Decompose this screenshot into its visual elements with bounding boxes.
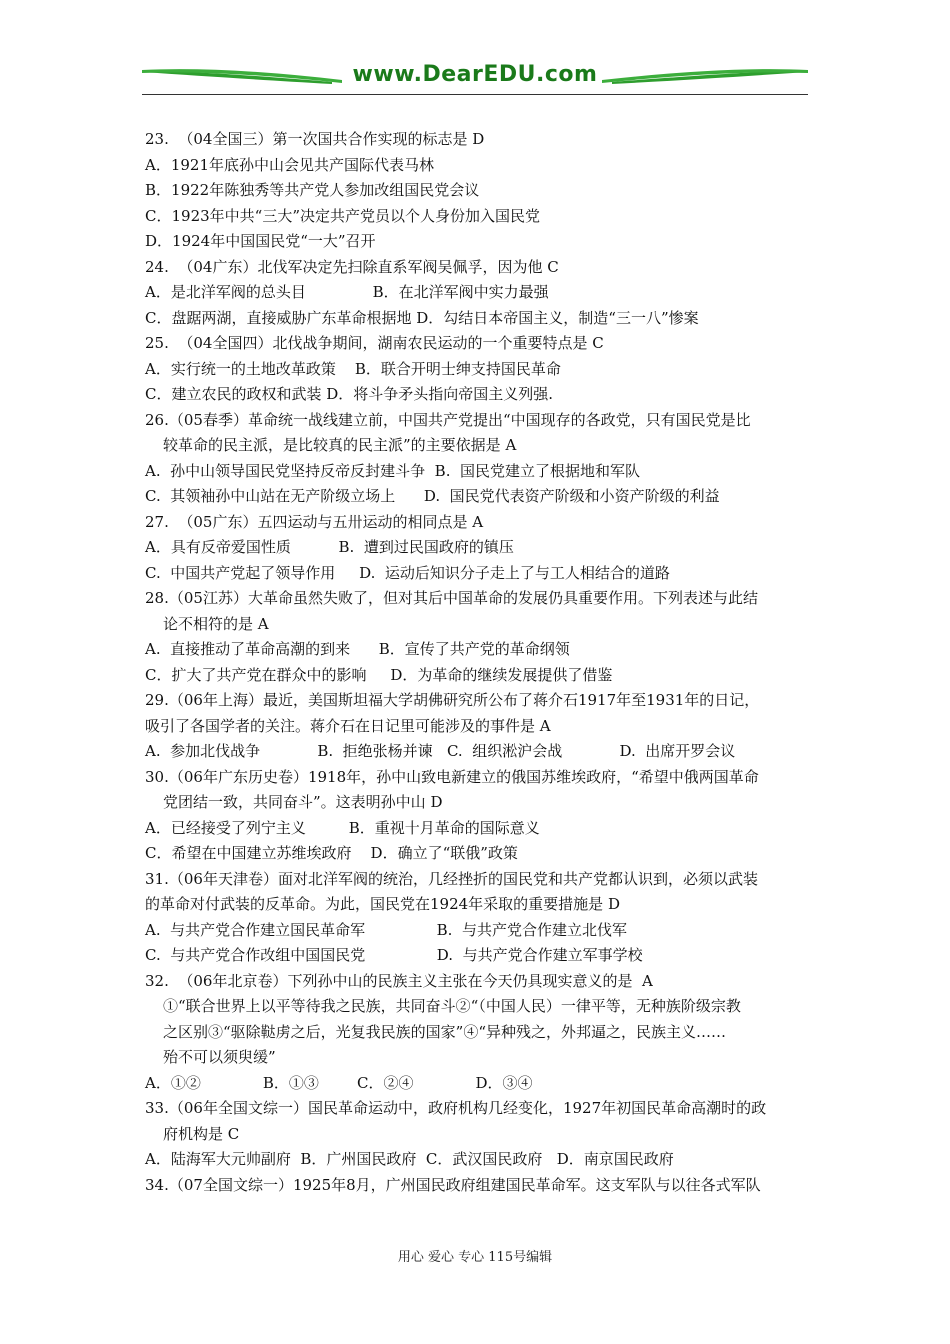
text-line: 的革命对付武装的反革命。为此，国民党在1924年采取的重要措施是 D [145, 895, 620, 913]
text-line: ①“联合世界上以平等待我之民族，共同奋斗②“（中国人民）一律平等，无种族阶级宗教 [163, 997, 741, 1015]
text-line: A. 参加北伐战争 B. 拒绝张杨并谏 C. 组织淞沪会战 D. 出席开罗会议 [145, 742, 736, 760]
text-line: A．已经接受了列宁主义 B．重视十月革命的国际意义 [145, 818, 540, 837]
text-line: A．①② B．①③ C．②④ D．③④ [145, 1073, 533, 1092]
text-line: 31.（06年天津卷）面对北洋军阀的统治，几经挫折的国民党和共产党都认识到，必须以武装 [145, 869, 758, 888]
text-line: 26.（05春季）革命统一战线建立前，中国共产党提出“中国现存的各政党，只有国民党是比 [145, 410, 751, 429]
text-line: A．具有反帝爱国性质 B. 遭到过民国政府的镇压 [145, 538, 514, 556]
text-line: C．盘踞两湖，直接威胁广东革命根据地 D．勾结日本帝国主义，制造“三一八”惨案 [145, 308, 699, 327]
text-line: 论不相符的是 A [163, 614, 269, 633]
text-line: C．建立农民的政权和武装 D．将斗争矛头指向帝国主义列强. [145, 385, 554, 403]
text-line: 府机构是 C [163, 1124, 240, 1143]
text-line: C．1923年中共“三大”决定共产党员以个人身份加入国民党 [145, 206, 540, 225]
text-line: 33.（06年全国文综一）国民革命运动中，政府机构几经变化，1927年初国民革命高潮时的政 [145, 1099, 767, 1117]
text-line: A. 与共产党合作建立国民革命军 B. 与共产党合作建立北伐军 [145, 920, 627, 939]
text-line: C. 中国共产党起了领导作用 D. 运动后知识分子走上了与工人相结合的道路 [145, 563, 670, 582]
text-line: 吸引了各国学者的关注。蒋介石在日记里可能涉及的事件是 A [145, 716, 551, 735]
text-line: 殆不可以须臾缓” [163, 1048, 276, 1066]
text-line: 24. （04广东）北伐军决定先扫除直系军阀吴佩孚，因为他 C [145, 257, 559, 276]
text-line: C．希望在中国建立苏维埃政府 D．确立了“联俄”政策 [145, 844, 518, 862]
text-line: A. 孙中山领导国民党坚持反帝反封建斗争 B. 国民党建立了根据地和军队 [145, 461, 641, 480]
text-line: C. 与共产党合作改组中国国民党 D. 与共产党合作建立军事学校 [145, 946, 643, 964]
text-line: 34.（07全国文综一）1925年8月，广州国民政府组建国民革命军。这支军队与以往各式军队 [145, 1175, 761, 1194]
text-line: 25. （04全国四）北伐战争期间，湖南农民运动的一个重要特点是 C [145, 334, 604, 352]
text-line: A. 直接推动了革命高潮的到来 B．宣传了共产党的革命纲领 [145, 640, 570, 658]
document-body [145, 127, 810, 1198]
text-line: 之区别③“驱除鞑虏之后，光复我民族的国家”④“异种残之，外邦逼之，民族主义…… [163, 1022, 727, 1041]
text-line: A．实行统一的土地改革政策 B．联合开明士绅支持国民革命 [145, 359, 561, 378]
text-line: 30.（06年广东历史卷）1918年，孙中山致电新建立的俄国苏维埃政府，“希望中俄两国革命 [145, 767, 759, 786]
text-line: 32. （06年北京卷）下列孙中山的民族主义主张在今天仍具现实意义的是 A [145, 971, 653, 990]
page-header [142, 58, 808, 94]
text-line: C．扩大了共产党在群众中的影响 D．为革命的继续发展提供了借鉴 [145, 665, 613, 684]
text-line: A．陆海军大元帅副府 B．广州国民政府 C．武汉国民政府 D．南京国民政府 [145, 1150, 674, 1168]
text-line: 较革命的民主派，是比较真的民主派”的主要依据是 A [163, 436, 517, 454]
text-line: 29.（06年上海）最近，美国斯坦福大学胡佛研究所公布了蒋介石1917年至1931年的日记， [145, 691, 760, 709]
text-line: A．是北洋军阀的总头目 B．在北洋军阀中实力最强 [145, 283, 549, 301]
page-footer: 用心 爱心 专心 115号编辑 [397, 1250, 553, 1265]
site-logo-text: www.DearEDU.com [352, 62, 598, 87]
text-line: A．1921年底孙中山会见共产国际代表马林 [145, 155, 435, 174]
text-line: C. 其领袖孙中山站在无产阶级立场上 D. 国民党代表资产阶级和小资产阶级的利益 [145, 487, 720, 505]
text-line: 27. （05广东）五四运动与五卅运动的相同点是 A [145, 512, 484, 531]
text-line: 28.（05江苏）大革命虽然失败了，但对其后中国革命的发展仍具重要作用。下列表述与此结 [145, 589, 758, 607]
text-line: 23. （04全国三）第一次国共合作实现的标志是 D [145, 130, 485, 148]
text-line: 党团结一致，共同奋斗”。这表明孙中山 D [163, 793, 443, 811]
text-line: B．1922年陈独秀等共产党人参加改组国民党会议 [145, 181, 480, 199]
text-line: D．1924年中国国民党“一大”召开 [145, 232, 376, 250]
header-divider [142, 94, 808, 95]
